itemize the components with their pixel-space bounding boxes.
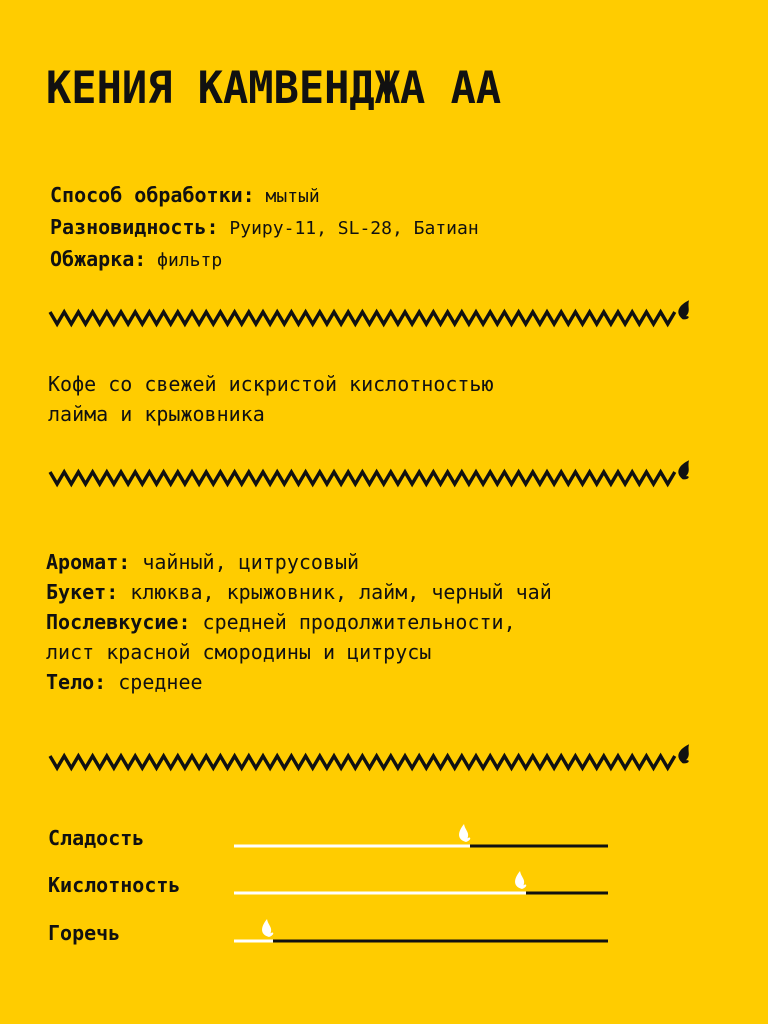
zigzag-divider-icon — [48, 742, 700, 782]
spec-label: Обжарка: — [50, 247, 147, 271]
flame-icon — [676, 742, 696, 765]
zigzag-divider-icon — [48, 298, 700, 338]
scale-track — [234, 915, 610, 945]
coffee-specs — [50, 180, 479, 276]
flame-icon — [459, 824, 470, 842]
zigzag-line — [50, 756, 675, 768]
note-label: Послевкусие: — [46, 610, 191, 634]
description — [48, 369, 494, 429]
spec-label: Способ обработки: — [50, 183, 255, 207]
scale-sweetness — [48, 820, 648, 860]
note-value: чайный, цитрусовый — [142, 550, 360, 574]
scale-acidity — [48, 867, 648, 907]
flame-icon — [676, 458, 696, 481]
note-label: Букет: — [46, 580, 119, 604]
note-aroma — [46, 547, 552, 577]
note-value: клюква, крыжовник, лайм, черный чай — [130, 580, 552, 604]
scale-track — [234, 820, 610, 850]
scale-bitterness — [48, 915, 648, 955]
scale-track — [234, 867, 610, 897]
flame-icon — [676, 298, 696, 321]
page-title: КЕНИЯ КАМВЕНДЖА АА — [46, 62, 502, 114]
scale-label: Кислотность — [48, 873, 181, 897]
flame-icon — [515, 871, 526, 889]
zigzag-line — [50, 472, 675, 484]
spec-value: фильтр — [157, 250, 223, 271]
zigzag-divider-icon — [48, 458, 700, 498]
scale-label: Горечь — [48, 921, 121, 945]
spec-value: мытый — [265, 186, 320, 207]
note-value: среднее — [118, 670, 203, 694]
spec-label: Разновидность: — [50, 215, 219, 239]
spec-roast — [50, 244, 479, 276]
note-label: Тело: — [46, 670, 107, 694]
note-body — [46, 667, 552, 697]
spec-value: Руиру-11, SL-28, Батиан — [229, 218, 479, 239]
spec-processing — [50, 180, 479, 212]
description-line: лайма и крыжовника — [48, 402, 265, 426]
note-value: средней продолжительности, — [202, 610, 516, 634]
flame-icon — [262, 919, 273, 937]
note-label: Аромат: — [46, 550, 131, 574]
note-aftertaste — [46, 607, 552, 637]
zigzag-line — [50, 312, 675, 324]
note-aftertaste-cont: лист красной смородины и цитрусы — [46, 640, 432, 664]
note-bouquet — [46, 577, 552, 607]
tasting-notes — [46, 547, 552, 697]
scale-label: Сладость — [48, 826, 145, 850]
spec-variety — [50, 212, 479, 244]
description-line: Кофе со свежей искристой кислотностью — [48, 372, 494, 396]
